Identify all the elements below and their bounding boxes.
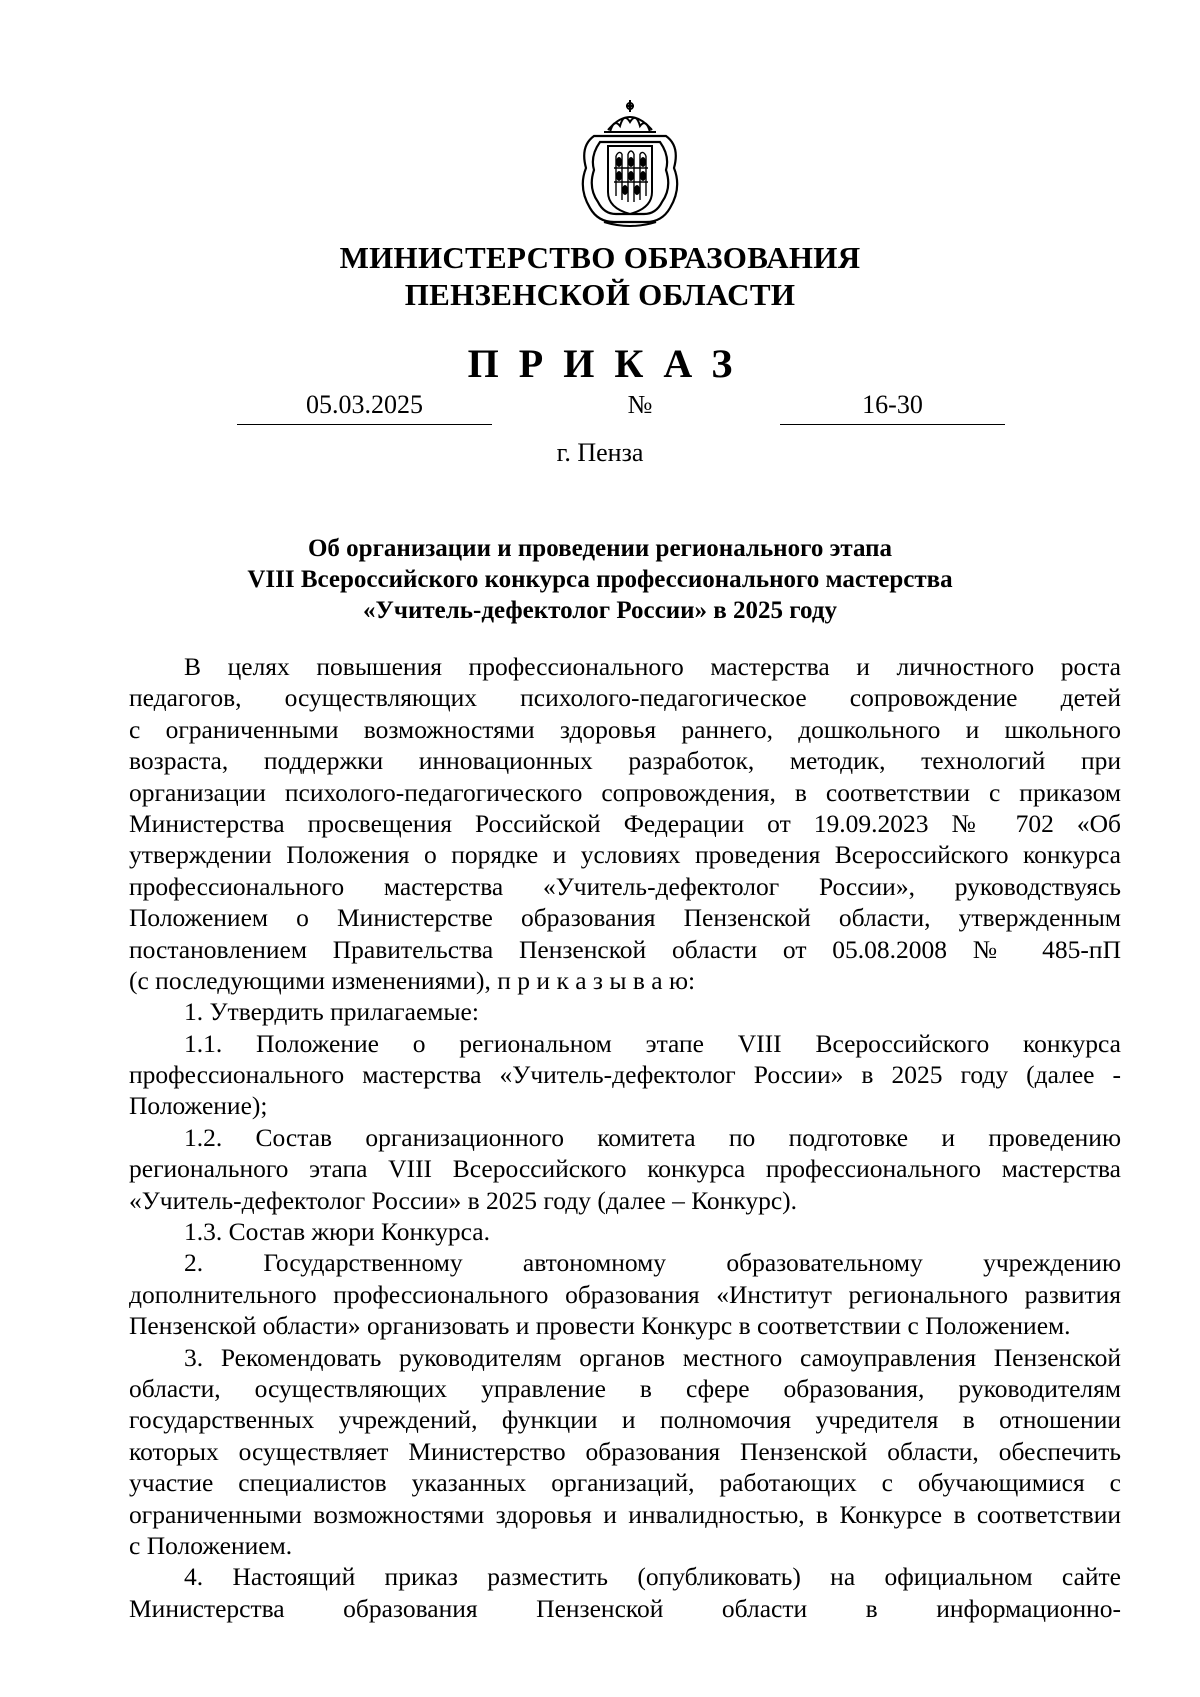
body-line: Положение); [129, 1091, 268, 1121]
order-title-line2: VIII Всероссийского конкурса профессионального мастерства [247, 566, 953, 593]
body-line: ограниченными возможностями здоровья и инвалидностью, в Конкурсе в соответствии [129, 1499, 1121, 1529]
order-title-line3: «Учитель-дефектолог России» в 2025 году [363, 597, 837, 624]
body-line: 1. Утвердить прилагаемые: [184, 997, 479, 1027]
ministry-name-line2: ПЕНЗЕНСКОЙ ОБЛАСТИ [404, 277, 796, 312]
body-line: организации психолого-педагогического сопровождения, в соответствии с приказом [129, 777, 1121, 807]
body-line: 1.3. Состав жюри Конкурса. [184, 1217, 490, 1247]
body-line: 3. Рекомендовать руководителям органов местного самоуправления Пензенской [184, 1342, 1121, 1372]
body-line: государственных учреждений, функции и полномочия учредителя в отношении [129, 1405, 1121, 1435]
body-line: с ограниченными возможностями здоровья раннего, дошкольного и школьного [129, 714, 1121, 744]
document-type-heading: ПРИКАЗ [467, 341, 753, 386]
body-line: 1.2. Состав организационного комитета по подготовке и проведению [184, 1122, 1121, 1152]
body-line: (с последующими изменениями), п р и к а з ы в а ю: [129, 965, 696, 995]
body-line: постановлением Правительства Пензенской области от 05.08.2008 № 485-пП [129, 934, 1121, 964]
order-title-line1: Об организации и проведении регионального этапа [307, 535, 893, 562]
order-body-text [129, 651, 1121, 1624]
body-line: которых осуществляет Министерство образования Пензенской области, обеспечить [129, 1436, 1121, 1466]
body-line: утверждении Положения о порядке и условиях проведения Всероссийского конкурса [129, 840, 1121, 870]
body-line: Положением о Министерстве образования Пензенской области, утвержденным [129, 903, 1121, 933]
ministry-name-line1: МИНИСТЕРСТВО ОБРАЗОВАНИЯ [339, 240, 861, 275]
body-line: Министерства просвещения Российской Федерации от 19.09.2023 № 702 «Об [129, 808, 1121, 838]
body-line: регионального этапа VIII Всероссийского конкурса профессионального мастерства [129, 1154, 1121, 1184]
body-line: Пензенской области» организовать и провести Конкурс в соответствии с Положением. [129, 1311, 1071, 1341]
order-date: 05.03.2025 [237, 390, 492, 425]
body-line: В целях повышения профессионального мастерства и личностного роста [184, 652, 1121, 681]
body-line: профессионального мастерства «Учитель-дефектолог России», руководствуясь [129, 871, 1121, 901]
number-sign: № [627, 390, 653, 419]
city-name: г. Пенза [556, 438, 644, 467]
body-line: 4. Настоящий приказ разместить (опубликовать) на официальном сайте [184, 1562, 1121, 1592]
body-line: 1.1. Положение о региональном этапе VIII Всероссийского конкурса [184, 1028, 1121, 1058]
order-number: 16-30 [780, 390, 1005, 425]
body-line: «Учитель-дефектолог России» в 2025 году (далее – Конкурс). [129, 1185, 798, 1215]
body-line: педагогов, осуществляющих психолого-педагогическое сопровождение детей [129, 683, 1121, 713]
body-line: участие специалистов указанных организаций, работающих с обучающимися с [129, 1468, 1121, 1498]
body-line: возраста, поддержки инновационных разработок, методик, технологий при [129, 746, 1121, 776]
body-line: с Положением. [129, 1530, 293, 1560]
body-line: дополнительного профессионального образования «Институт регионального развития [129, 1279, 1121, 1309]
body-line: Министерства образования Пензенской области в информационно- [129, 1593, 1121, 1623]
body-line: области, осуществляющих управление в сфере образования, руководителям [129, 1373, 1121, 1403]
coat-of-arms-emblem [574, 96, 686, 232]
body-line: профессионального мастерства «Учитель-дефектолог России» в 2025 году (далее - [129, 1060, 1121, 1090]
body-line: 2. Государственному автономному образовательному учреждению [184, 1248, 1121, 1278]
